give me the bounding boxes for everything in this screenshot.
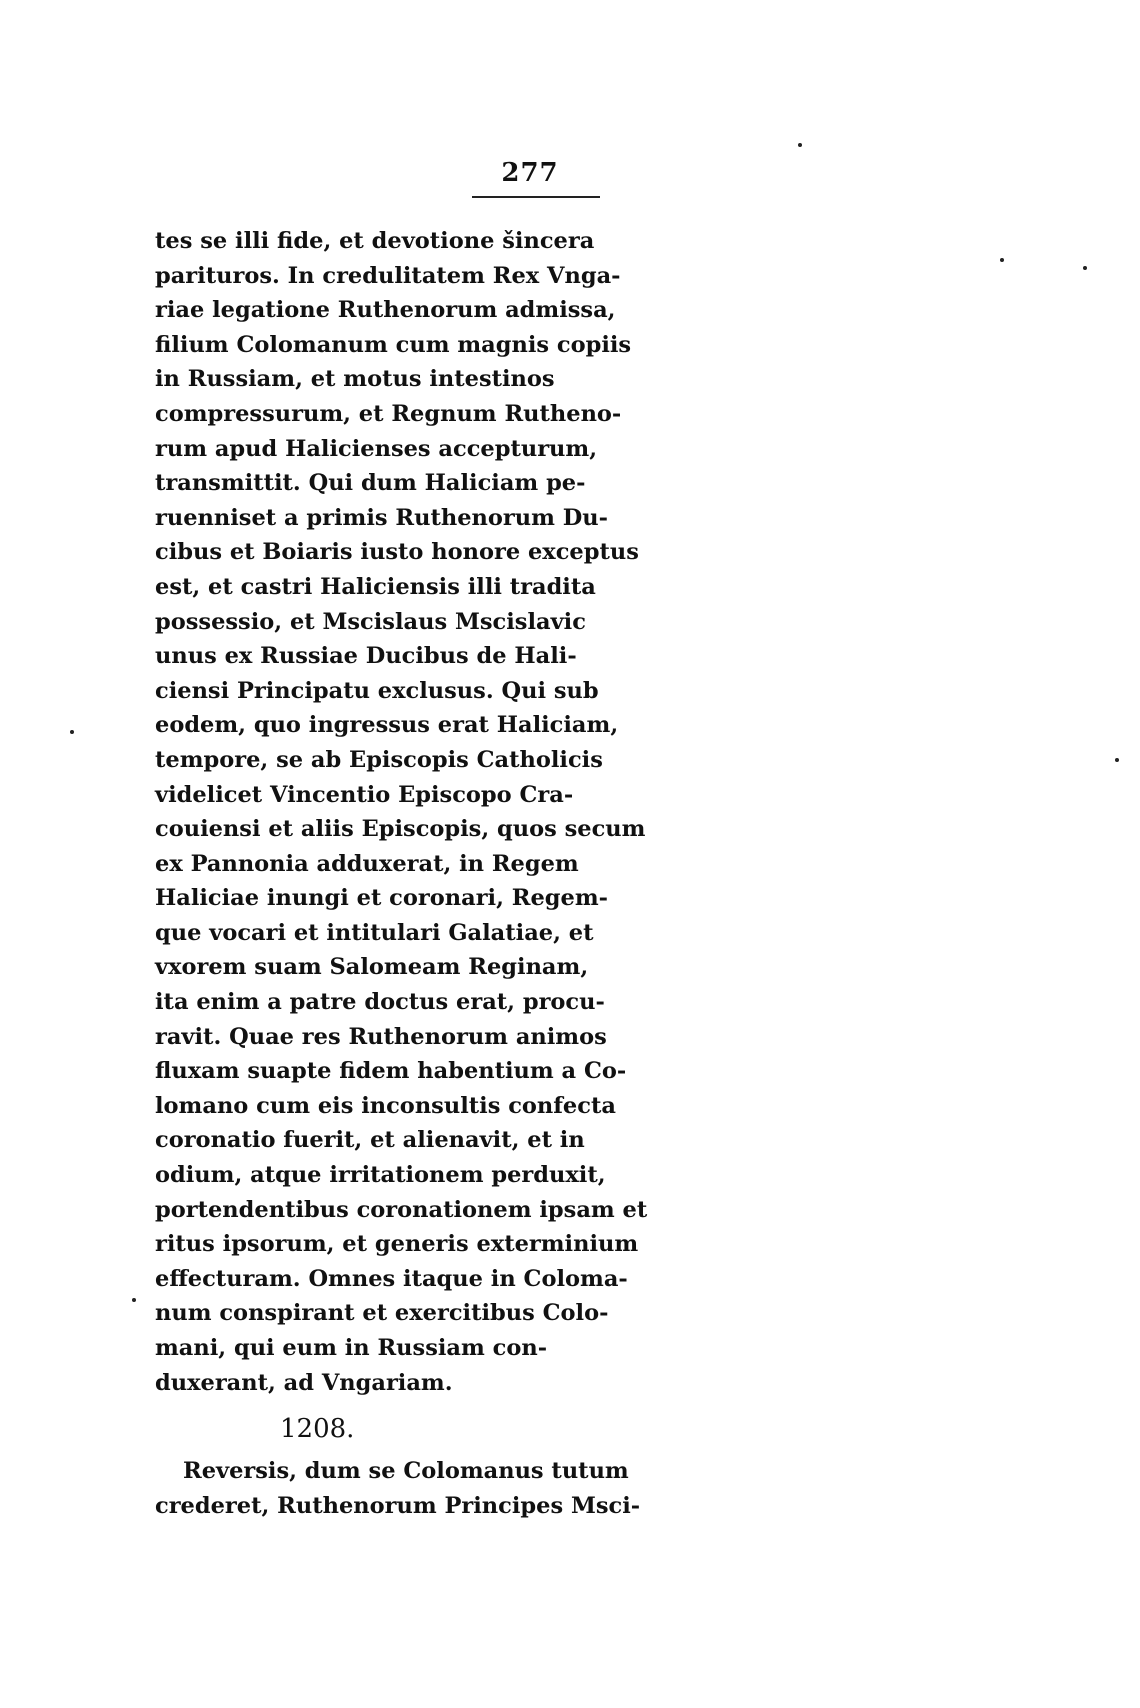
text-line: riae legatione Ruthenorum admissa, <box>155 297 616 324</box>
text-line: Reversis, dum se Colomanus tutum <box>183 1458 629 1485</box>
text-line: coronatio fuerit, et alienavit, et in <box>155 1127 585 1154</box>
text-line: videlicet Vincentio Episcopo Cra- <box>155 781 574 808</box>
page-number: 277 <box>501 158 559 188</box>
text-line: transmittit. Qui dum Haliciam pe- <box>155 470 586 497</box>
page-number-rule <box>472 196 600 198</box>
text-line: portendentibus coronationem ipsam et <box>155 1196 648 1223</box>
scan-speck <box>132 1298 136 1302</box>
scan-speck <box>1083 266 1087 270</box>
scan-speck <box>70 730 74 734</box>
text-line: couiensi et aliis Episcopis, quos secum <box>155 816 646 843</box>
text-line: Haliciae inungi et coronari, Regem- <box>155 885 608 912</box>
text-line: rum apud Halicienses accepturum, <box>155 435 598 462</box>
text-line: ruenniset a primis Ruthenorum Du- <box>155 504 608 531</box>
scan-speck <box>1115 758 1119 762</box>
text-line: compressurum, et Regnum Rutheno- <box>155 400 622 427</box>
scan-speck <box>798 143 802 147</box>
text-line: pariturοs. In credulitatem Rex Vnga- <box>155 262 621 289</box>
year-heading: 1208. <box>280 1414 355 1445</box>
text-line: tes se illi fide, et devotione šincera <box>155 228 595 254</box>
text-line: num conspirant et exercitibus Colo- <box>155 1300 609 1327</box>
text-line: ciensi Principatu exclusus. Qui sub <box>155 677 599 704</box>
text-line: fluxam suapte fidem habentium a Co- <box>155 1058 627 1085</box>
text-line: ex Pannonia adduxerat, in Regem <box>155 850 579 877</box>
text-line: duxerant, ad Vngariam. <box>155 1369 453 1396</box>
text-line: eodem, quo ingressus erat Haliciam, <box>155 712 619 739</box>
text-line: vxorem suam Salomeam Reginam, <box>155 954 589 981</box>
text-line: cibus et Boiaris iusto honore exceptus <box>155 539 639 566</box>
text-line: odium, atque irritationem perduxit, <box>155 1162 606 1189</box>
text-line: que vocari et intitulari Galatiae, et <box>155 919 594 946</box>
text-line: ita enim a patre doctus erat, procu- <box>155 989 605 1016</box>
text-line: crederet, Ruthenorum Principes Msci- <box>155 1492 641 1519</box>
text-line: in Russiam, et motus intestinos <box>155 366 555 393</box>
text-line: tempore, se ab Episcopis Catholicis <box>155 746 603 773</box>
body-text <box>155 224 648 1523</box>
text-line: est, et castri Haliciensis illi tradita <box>155 573 596 600</box>
text-line: ravit. Quae res Ruthenorum animos <box>155 1023 607 1050</box>
text-line: possessio, et Mscislaus Mscislavic <box>155 608 586 635</box>
text-line: unus ex Russiae Ducibus de Hali- <box>155 643 577 670</box>
text-line: effecturam. Omnes itaque in Coloma- <box>155 1265 628 1292</box>
scan-speck <box>1000 258 1004 262</box>
text-line: ritus ipsorum, et generis exterminium <box>155 1231 639 1258</box>
text-line: lomano cum eis inconsultis confecta <box>155 1092 616 1119</box>
text-line: filium Colomanum cum magnis copiis <box>155 331 632 358</box>
text-line: mani, qui eum in Russiam con- <box>155 1335 548 1361</box>
